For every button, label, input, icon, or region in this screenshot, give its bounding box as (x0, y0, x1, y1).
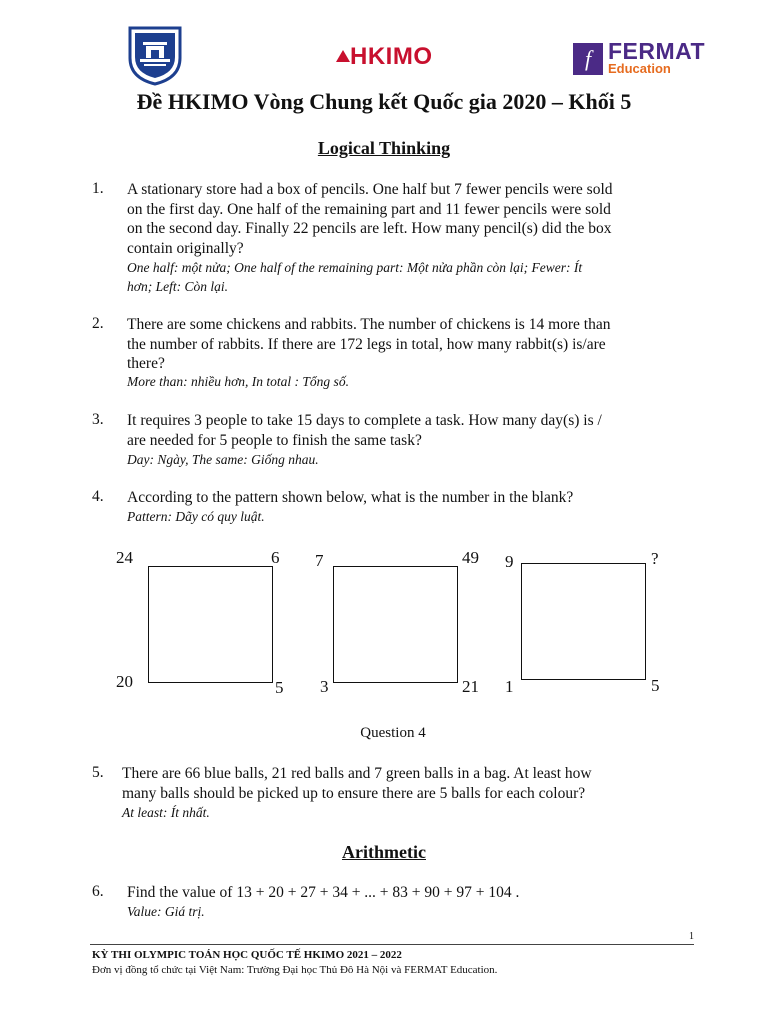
question-number: 2. (92, 315, 104, 332)
fermat-logo-subtitle: Education (608, 61, 671, 76)
corner-number: 5 (275, 678, 284, 697)
question-5-text: There are 66 blue balls, 21 red balls and 7 green balls in a bag. At least how many balls should be picked up to ensure there are 5 balls for each colour? (122, 765, 592, 802)
figure-caption: Question 4 (360, 725, 426, 741)
question-1-text: A stationary store had a box of pencils. One half but 7 fewer pencils were sold on the first day. One half of the remaining part and 11 fewer pencils were sold on the second day. Finally 22 pencils are left. How many pencil(s) did the box contain originally? (127, 181, 613, 257)
footer-divider (90, 944, 694, 945)
corner-number: 5 (651, 676, 660, 695)
question-4-gloss: Pattern: Dãy có quy luật. (127, 509, 265, 524)
university-logo (126, 24, 184, 86)
question-3-text: It requires 3 people to take 15 days to complete a task. How many day(s) is / are needed for 5 people to finish the same task? (127, 412, 602, 449)
fermat-logo-mark: f (573, 43, 603, 75)
corner-number: 6 (271, 548, 280, 567)
corner-number: 9 (505, 552, 514, 571)
question-4-text: According to the pattern shown below, what is the number in the blank? (127, 489, 574, 506)
question-number: 4. (92, 488, 104, 505)
corner-number: 24 (116, 548, 133, 567)
question-number: 6. (92, 883, 104, 900)
corner-number: 1 (505, 677, 514, 696)
footer-organizers: Đơn vị đồng tổ chức tại Việt Nam: Trường Đại học Thủ Đô Hà Nội và FERMAT Education. (92, 964, 498, 976)
footer-competition-name: KỲ THI OLYMPIC TOÁN HỌC QUỐC TẾ HKIMO 2021 – 2022 (92, 949, 402, 961)
question-number: 5. (92, 764, 104, 781)
question-6-text: Find the value of 13 + 20 + 27 + 34 + ... + 83 + 90 + 97 + 104 . (127, 884, 520, 901)
question-5-gloss: At least: Ít nhất. (122, 805, 210, 820)
hkimo-logo (334, 40, 446, 76)
corner-number: 3 (320, 677, 329, 696)
question-number: 1. (92, 180, 104, 197)
question-2-text: There are some chickens and rabbits. The number of chickens is 14 more than the number of rabbits. If there are 172 legs in total, how many rabbit(s) is/are there? (127, 316, 611, 372)
question-1-gloss: One half: một nửa; One half of the remaining part: Một nửa phần còn lại; Fewer: Ít hơn; Left: Còn lại. (127, 260, 583, 294)
question-number: 3. (92, 411, 104, 428)
question-3-gloss: Day: Ngày, The same: Giống nhau. (127, 452, 319, 467)
question-6-gloss: Value: Giá trị. (127, 904, 205, 919)
corner-number: 20 (116, 672, 133, 691)
section-heading-arithmetic: Arithmetic (342, 842, 426, 862)
section-heading-logical: Logical Thinking (317, 138, 451, 158)
corner-number: 49 (462, 548, 479, 567)
fermat-logo-name: FERMAT (608, 38, 706, 64)
corner-number: ? (651, 549, 659, 568)
question-2-gloss: More than: nhiều hơn, In total : Tổng số. (127, 374, 349, 389)
corner-number: 21 (462, 677, 479, 696)
hkimo-logo-text: HKIMO (350, 43, 433, 70)
pattern-square (333, 566, 458, 683)
pattern-square (148, 566, 273, 683)
page-number: 1 (689, 931, 694, 942)
pattern-square (521, 563, 646, 680)
corner-number: 7 (315, 551, 324, 570)
page-title: Đề HKIMO Vòng Chung kết Quốc gia 2020 – Khối 5 (136, 89, 632, 114)
